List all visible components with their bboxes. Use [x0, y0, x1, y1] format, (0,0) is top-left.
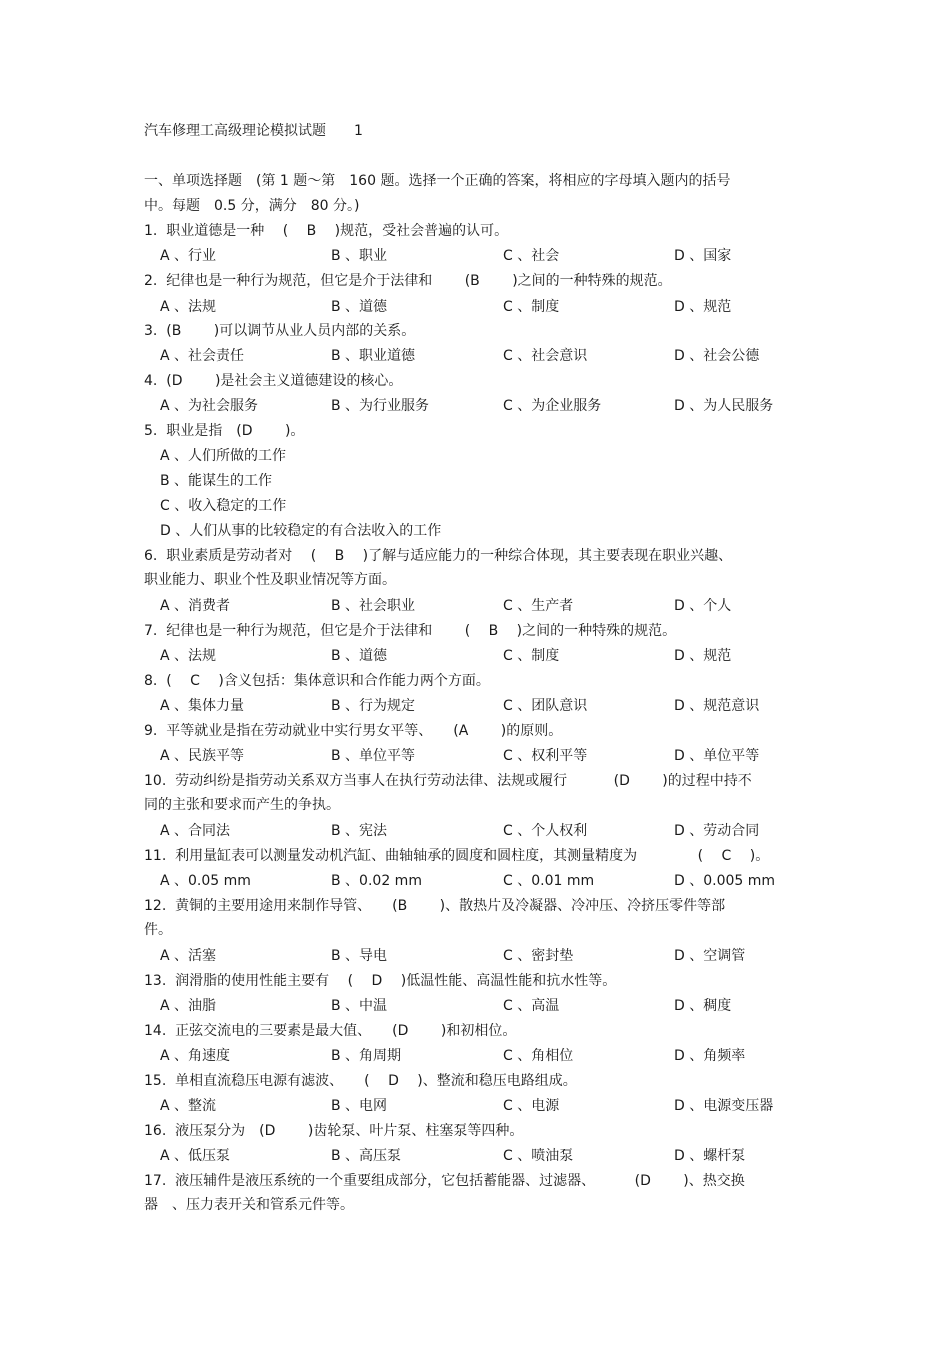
question-text-cont: 职业能力、职业个性及职业情况等方面。	[144, 572, 396, 588]
question-text: 14. 正弦交流电的三要素是最大值、 (D )和初相位。	[144, 1023, 517, 1039]
option-a: A 、活塞	[160, 948, 217, 964]
question-text: 12. 黄铜的主要用途用来制作导管、 (B )、散热片及冷凝器、冷冲压、冷挤压零件等部	[144, 898, 726, 914]
option-a: A 、社会责任	[160, 348, 245, 364]
question-text: 7. 纪律也是一种行为规范，但它是介于法律和 ( B )之间的一种特殊的规范。	[144, 623, 677, 639]
question-text: 15. 单相直流稳压电源有滤波、 ( D )、整流和稳压电路组成。	[144, 1073, 577, 1089]
option-a: A 、行业	[160, 248, 217, 264]
option-b: B 、宪法	[331, 823, 388, 839]
option-c: C 、生产者	[503, 598, 574, 614]
question-text: 3. (B )可以调节从业人员内部的关系。	[144, 323, 416, 339]
option-b: B 、职业	[331, 248, 388, 264]
section-heading-cont: 中。每题 0.5 分，满分 80 分。)	[144, 198, 360, 214]
option-b: B 、导电	[331, 948, 388, 964]
question-text: 16. 液压泵分为 (D )齿轮泵、叶片泵、柱塞泵等四种。	[144, 1123, 524, 1139]
option-c: C 、权利平等	[503, 748, 588, 764]
question-text: 4. (D )是社会主义道德建设的核心。	[144, 373, 403, 389]
question-text-cont: 同的主张和要求而产生的争执。	[144, 797, 340, 813]
option-a: A 、民族平等	[160, 748, 245, 764]
option-d: D 、稠度	[674, 998, 732, 1014]
option-c: C 、团队意识	[503, 698, 588, 714]
option-c: C 、个人权利	[503, 823, 588, 839]
question-text: 17. 液压辅件是液压系统的一个重要组成部分，它包括蓄能器、过滤器、 (D )、热交换	[144, 1173, 745, 1189]
option-d: D 、0.005 mm	[674, 873, 776, 889]
option-c: C 、0.01 mm	[503, 873, 595, 889]
question-text: 1. 职业道德是一种 ( B )规范，受社会普遍的认可。	[144, 223, 509, 239]
option-a: A 、法规	[160, 299, 217, 315]
option-c: C 、制度	[503, 648, 560, 664]
option-c: C 、制度	[503, 299, 560, 315]
question-text: 10. 劳动纠纷是指劳动关系双方当事人在执行劳动法律、法规或履行 (D )的过程中持不	[144, 773, 752, 789]
option-a: A 、0.05 mm	[160, 873, 251, 889]
document-title: 汽车修理工高级理论模拟试题 1	[144, 123, 363, 139]
option-a: A 、整流	[160, 1098, 217, 1114]
option-b: B 、道德	[331, 299, 388, 315]
option-d: D 、规范	[674, 299, 732, 315]
option-c: C 、电源	[503, 1098, 560, 1114]
option-b: B 、行为规定	[331, 698, 416, 714]
option-d: D 、为人民服务	[674, 398, 774, 414]
option-c: C 、角相位	[503, 1048, 574, 1064]
option-b: B 、为行业服务	[331, 398, 430, 414]
option-d: D 、社会公德	[674, 348, 760, 364]
option-d: D 、国家	[674, 248, 732, 264]
question-text: 13. 润滑脂的使用性能主要有 ( D )低温性能、高温性能和抗水性等。	[144, 973, 617, 989]
option-d: D 、规范意识	[674, 698, 760, 714]
option-b: B 、电网	[331, 1098, 388, 1114]
option-d: D 、规范	[674, 648, 732, 664]
option-a: A 、人们所做的工作	[160, 448, 287, 464]
option-b: B 、0.02 mm	[331, 873, 422, 889]
section-heading: 一、单项选择题 (第 1 题～第 160 题。选择一个正确的答案，将相应的字母填入题内的括号	[144, 173, 731, 189]
option-c: C 、社会	[503, 248, 560, 264]
option-d: D 、人们从事的比较稳定的有合法收入的工作	[160, 523, 442, 539]
option-b: B 、职业道德	[331, 348, 416, 364]
option-a: A 、集体力量	[160, 698, 245, 714]
option-c: C 、高温	[503, 998, 560, 1014]
option-c: C 、密封垫	[503, 948, 574, 964]
question-text: 6. 职业素质是劳动者对 ( B )了解与适应能力的一种综合体现，其主要表现在职业兴趣、	[144, 548, 733, 564]
option-d: D 、螺杆泵	[674, 1148, 746, 1164]
option-c: C 、为企业服务	[503, 398, 602, 414]
option-b: B 、高压泵	[331, 1148, 402, 1164]
option-a: A 、角速度	[160, 1048, 231, 1064]
question-text: 5. 职业是指 (D )。	[144, 423, 305, 439]
option-d: D 、角频率	[674, 1048, 746, 1064]
option-d: D 、单位平等	[674, 748, 760, 764]
option-b: B 、社会职业	[331, 598, 416, 614]
option-a: A 、低压泵	[160, 1148, 231, 1164]
option-a: A 、为社会服务	[160, 398, 259, 414]
option-a: A 、消费者	[160, 598, 231, 614]
option-a: A 、合同法	[160, 823, 231, 839]
option-c: C 、收入稳定的工作	[160, 498, 287, 514]
question-text: 11. 利用量缸表可以测量发动机汽缸、曲轴轴承的圆度和圆柱度，其测量精度为 ( C )。	[144, 848, 770, 864]
question-text-cont: 器 、压力表开关和管系元件等。	[144, 1197, 354, 1213]
question-text: 2. 纪律也是一种行为规范，但它是介于法律和 (B )之间的一种特殊的规范。	[144, 273, 672, 289]
option-d: D 、空调管	[674, 948, 746, 964]
option-d: D 、电源变压器	[674, 1098, 774, 1114]
question-text-cont: 件。	[144, 922, 172, 938]
option-b: B 、中温	[331, 998, 388, 1014]
option-b: B 、能谋生的工作	[160, 473, 273, 489]
option-d: D 、劳动合同	[674, 823, 760, 839]
option-b: B 、单位平等	[331, 748, 416, 764]
option-a: A 、油脂	[160, 998, 217, 1014]
option-b: B 、道德	[331, 648, 388, 664]
option-b: B 、角周期	[331, 1048, 402, 1064]
option-d: D 、个人	[674, 598, 732, 614]
option-c: C 、社会意识	[503, 348, 588, 364]
option-a: A 、法规	[160, 648, 217, 664]
question-text: 9. 平等就业是指在劳动就业中实行男女平等、 (A )的原则。	[144, 723, 563, 739]
question-text: 8. ( C )含义包括：集体意识和合作能力两个方面。	[144, 673, 490, 689]
option-c: C 、喷油泵	[503, 1148, 574, 1164]
